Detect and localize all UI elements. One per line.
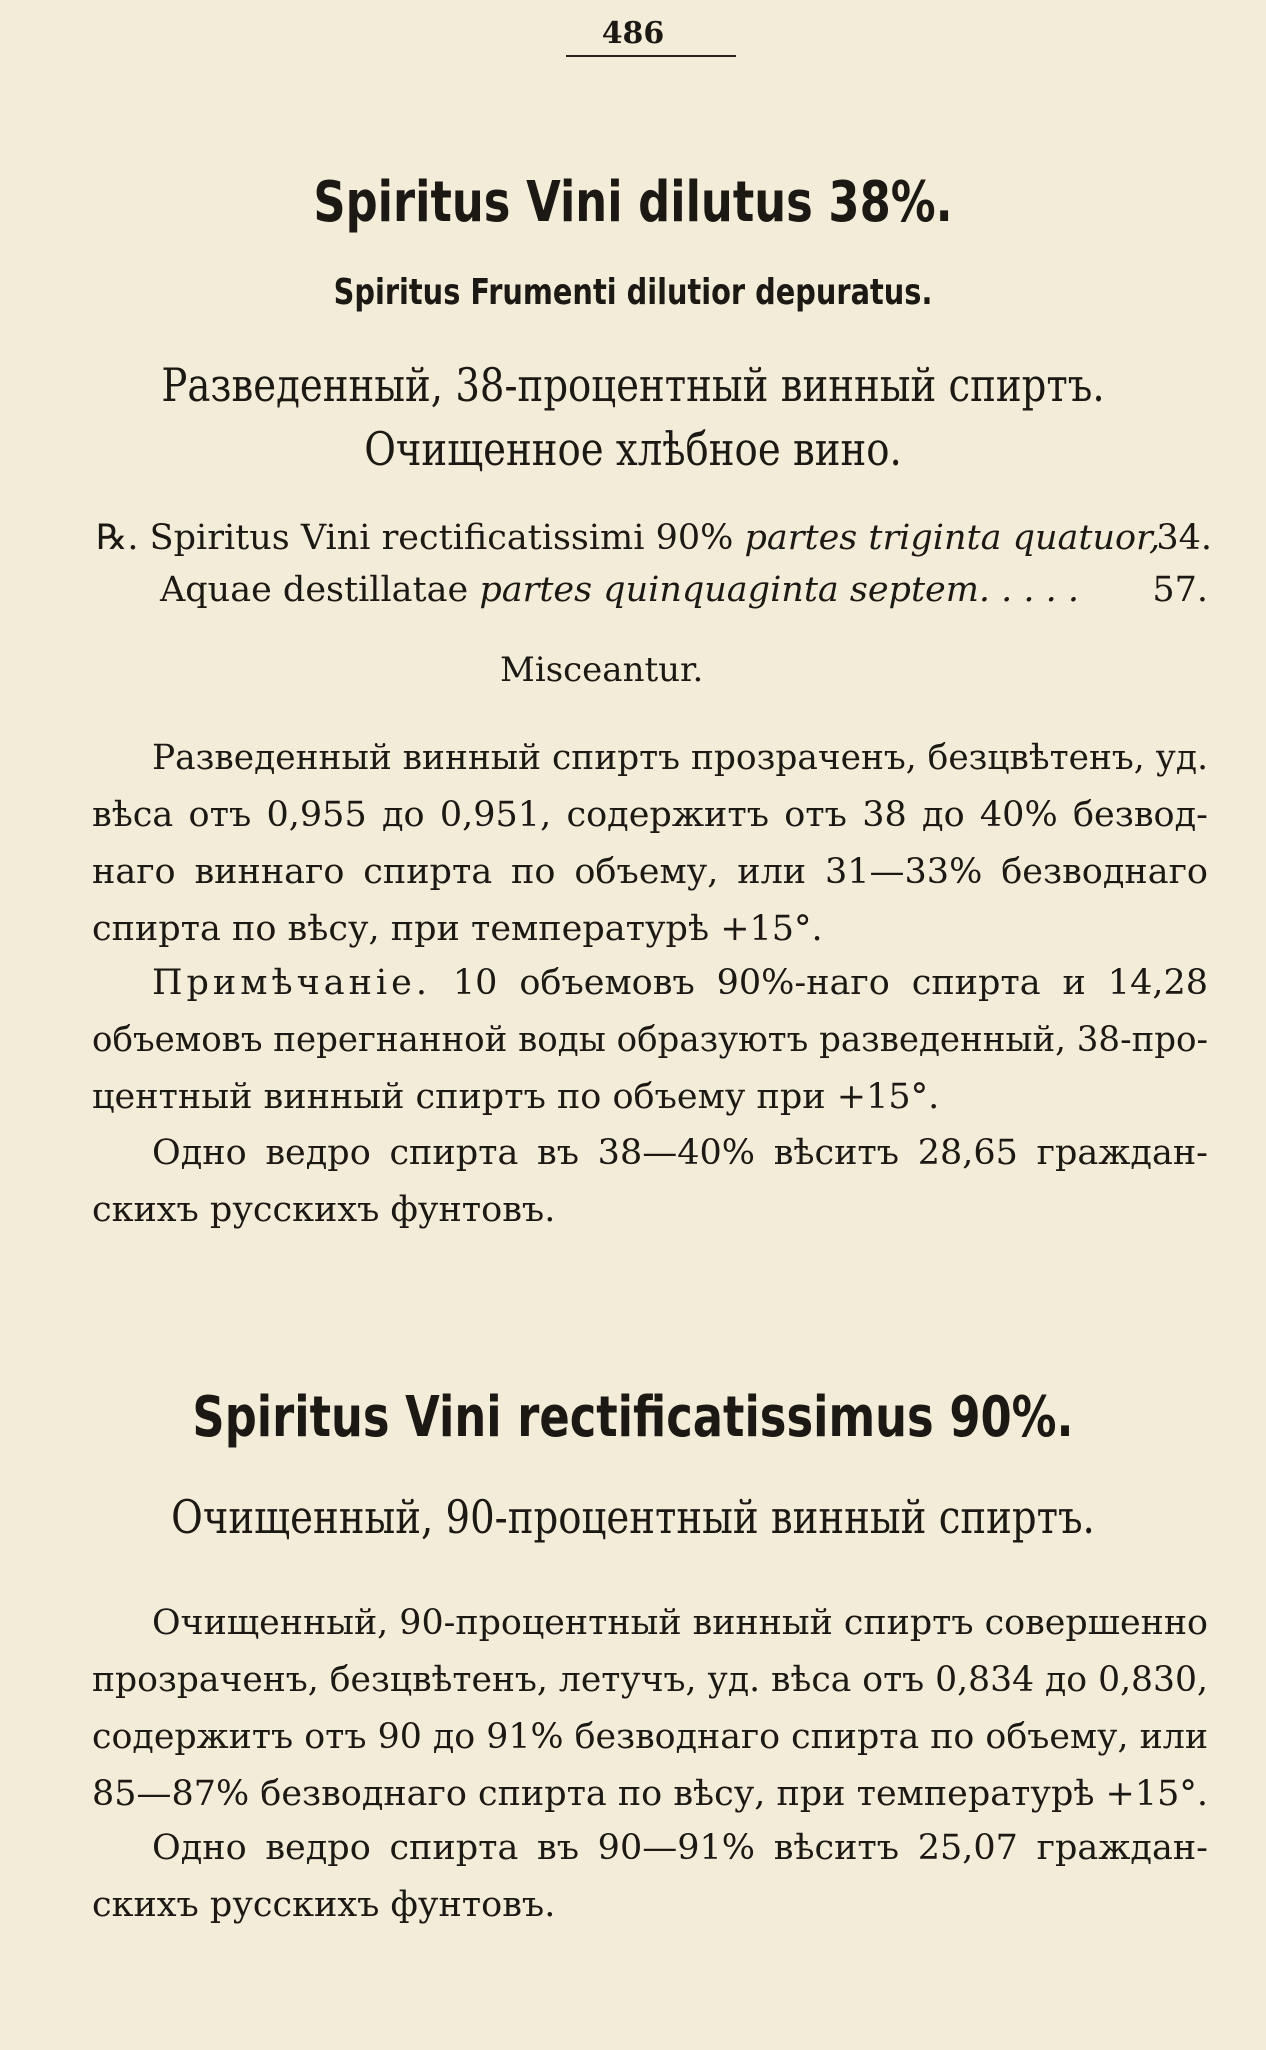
section1-paragraph-1 — [92, 730, 1208, 958]
note-text: 10 объемовъ 90%-наго спирта и 14,28 — [430, 963, 1208, 1003]
section1-ru-title-1: Разведенный, 38-процентный винный спиртъ. — [161, 358, 1105, 412]
text-line — [92, 955, 1208, 1012]
text-line: наго виннаго спирта по объему, или 31—33% безводнаго — [92, 852, 1208, 892]
recipe-line1-num: 34. — [1156, 518, 1212, 558]
recipe-line1-qty: partes triginta quatuor, — [744, 518, 1161, 558]
rx-symbol: ℞. — [96, 518, 139, 558]
recipe-line2-name: Aquae destillatae — [160, 570, 469, 610]
text-line: вѣса отъ 0,955 до 0,951, содержитъ отъ 38 до 40% безвод- — [92, 795, 1208, 835]
section2-ru-title: Очищенный, 90-процентный винный спиртъ. — [171, 1490, 1095, 1544]
note-label: Примѣчаніе. — [152, 963, 431, 1003]
text-line: центный винный спиртъ по объему при +15°. — [92, 1077, 940, 1117]
recipe-line-1 — [96, 518, 1212, 558]
text-line: Очищенный, 90-процентный винный спиртъ совершенно — [152, 1603, 1209, 1643]
text-line: спирта по вѣсу, при температурѣ +15°. — [92, 909, 823, 949]
text-line: объемовъ перегнанной воды образуютъ разведенный, 38-про- — [92, 1020, 1209, 1060]
section1-paragraph-3 — [92, 1125, 1208, 1239]
text-line: скихъ русскихъ фунтовъ. — [92, 1190, 556, 1230]
text-line: 85—87% безводнаго спирта по вѣсу, при температурѣ +15°. — [92, 1774, 1208, 1814]
recipe-line1-name: Spiritus Vini rectificatissimi 90% — [149, 518, 734, 558]
recipe-line2-num: 57. — [1152, 570, 1208, 610]
section2-paragraph-2 — [92, 1820, 1208, 1934]
section1-ru-title-2: Очищенное хлѣбное вино. — [364, 422, 902, 476]
section2-title: Spiritus Vini rectificatissimus 90%. — [192, 1385, 1074, 1450]
misceantur: Misceantur. — [500, 650, 704, 690]
section1-title: Spiritus Vini dilutus 38%. — [313, 170, 953, 235]
page-number-rule — [566, 55, 736, 57]
recipe-line-2 — [160, 570, 1208, 610]
section2-paragraph-1 — [92, 1595, 1208, 1823]
text-line: Одно ведро спирта въ 38—40% вѣситъ 28,65 граждан- — [152, 1133, 1208, 1173]
page-number: 486 — [601, 16, 665, 51]
recipe-line2-qty: partes quinquaginta septem. . . . . — [479, 570, 1080, 610]
text-line: Разведенный винный спиртъ прозраченъ, безцвѣтенъ, уд. — [152, 738, 1209, 778]
text-line: скихъ русскихъ фунтовъ. — [92, 1885, 556, 1925]
section1-subtitle: Spiritus Frumenti dilutior depuratus. — [333, 272, 933, 313]
text-line: содержитъ отъ 90 до 91% безводнаго спирта по объему, или — [92, 1717, 1209, 1757]
text-line: прозраченъ, безцвѣтенъ, летучъ, уд. вѣса отъ 0,834 до 0,830, — [92, 1660, 1208, 1700]
section1-paragraph-2 — [92, 955, 1208, 1126]
text-line: Одно ведро спирта въ 90—91% вѣситъ 25,07 граждан- — [152, 1828, 1208, 1868]
